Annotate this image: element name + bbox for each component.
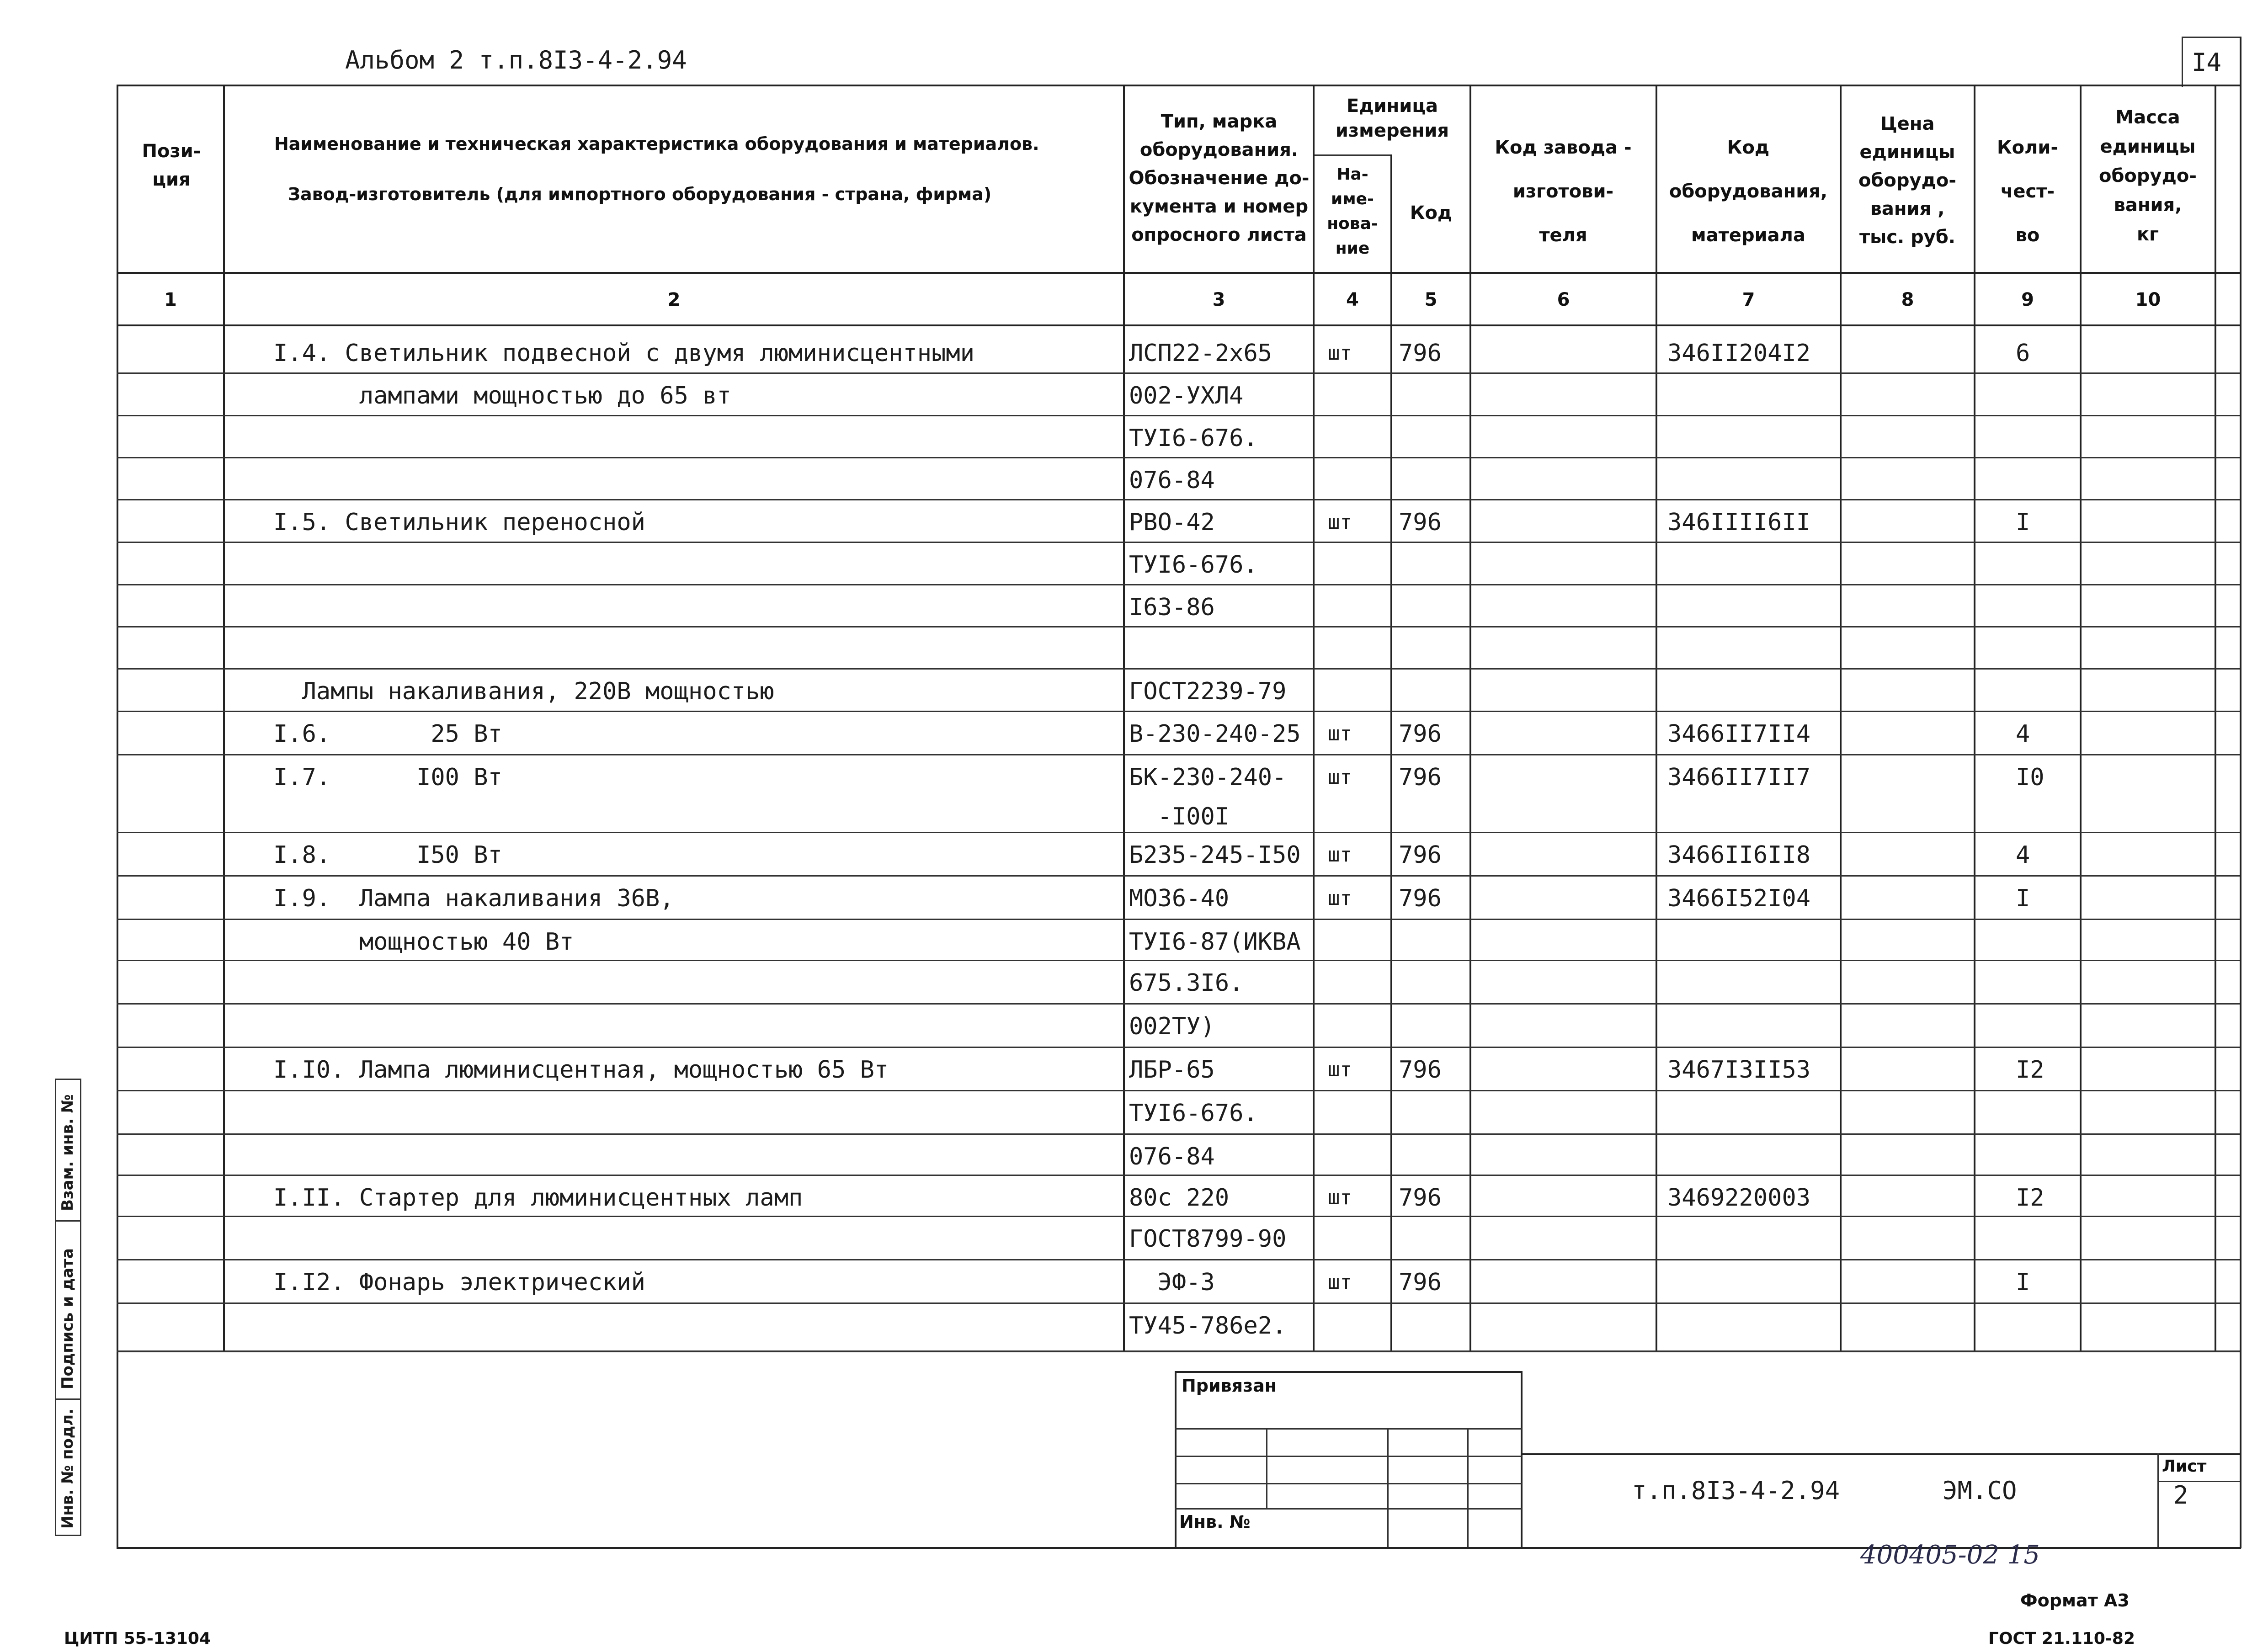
stamp-row-3 — [1175, 1483, 1522, 1484]
col-number-4: 4 — [1346, 289, 1359, 310]
col-number-5: 5 — [1424, 289, 1437, 310]
table-row — [0, 415, 2268, 457]
corner-sheet-number: I4 — [2192, 48, 2222, 77]
corner-box-left — [2182, 37, 2183, 87]
footer-right: ГОСТ 21.110-82 — [1988, 1629, 2135, 1648]
stamp-col-2 — [1387, 1428, 1389, 1547]
header-factory: Код завода - изготови- теля — [1495, 137, 1632, 246]
item-quantity-cell: I — [2016, 509, 2030, 536]
colnum-bottom-line — [117, 324, 2240, 326]
item-unit-cell: шт — [1328, 1058, 1352, 1081]
item-name-cell: I.4. Светильник подвесной с двумя люминисцентными — [273, 340, 975, 367]
header-unit-name: На- име- нова- ние — [1327, 165, 1378, 258]
item-type-cell: ГОСТ8799-90 — [1129, 1225, 1287, 1253]
table-row — [0, 1003, 2268, 1047]
item-equipment-code-cell: 3466I52I04 — [1667, 885, 1811, 912]
stamp-col-3 — [1467, 1428, 1469, 1547]
side-strip-left — [55, 1079, 56, 1536]
item-type-cell: ЛСП22-2х65 — [1129, 340, 1272, 367]
col-number-7: 7 — [1742, 289, 1755, 310]
table-row — [0, 919, 2268, 960]
table-row — [0, 584, 2268, 626]
unit-subheader-line — [1314, 154, 1392, 156]
table-row — [0, 960, 2268, 1003]
table-row — [0, 1216, 2268, 1259]
item-equipment-code-cell: 346II204I2 — [1667, 340, 1811, 367]
item-equipment-code-cell: 346IIII6II — [1667, 509, 1811, 536]
stamp-row-1 — [1175, 1428, 1522, 1430]
item-name-cell: I.8. I50 Вт — [273, 841, 502, 869]
stamp-row-2 — [1175, 1456, 1522, 1457]
item-unit-cell: шт — [1328, 722, 1352, 745]
item-name-cell: I.6. 25 Вт — [273, 720, 502, 748]
item-name-cell: I.II. Стартер для люминисцентных ламп — [273, 1184, 803, 1212]
item-unit-code-cell: 796 — [1399, 340, 1442, 367]
item-type-cell: ТУI6-676. — [1129, 551, 1258, 579]
item-unit-code-cell: 796 — [1399, 720, 1442, 748]
item-quantity-cell: I2 — [2016, 1184, 2044, 1212]
titleblock-doc-code: т.п.8I3-4-2.94 — [1632, 1476, 1840, 1505]
side-label-podpis: Подпись и дата — [59, 1248, 77, 1389]
col-number-10: 10 — [2135, 289, 2161, 310]
header-equipment-code: Код оборудования, материала — [1669, 137, 1828, 246]
table-row — [0, 1259, 2268, 1302]
item-equipment-code-cell: 3466II7II7 — [1667, 764, 1811, 791]
item-unit-code-cell: 796 — [1399, 1184, 1442, 1212]
table-row — [0, 754, 2268, 832]
stamp-col-1 — [1266, 1428, 1267, 1508]
item-unit-code-cell: 796 — [1399, 1056, 1442, 1084]
item-name-cell: I.7. I00 Вт — [273, 764, 502, 791]
titleblock-top — [1522, 1453, 2240, 1455]
table-row — [0, 832, 2268, 875]
item-equipment-code-cell: 3466II7II4 — [1667, 720, 1811, 748]
item-type-cell: ТУ45-786е2. — [1129, 1312, 1287, 1340]
item-name-cell: лампами мощностью до 65 вт — [273, 382, 731, 409]
item-name-cell: I.I2. Фонарь электрический — [273, 1269, 645, 1296]
row-divider — [117, 1350, 2240, 1352]
col-number-9: 9 — [2021, 289, 2034, 310]
item-type-cell: В-230-240-25 — [1129, 720, 1301, 748]
header-price: Цена единицы оборудо- вания , тыс. руб. — [1858, 113, 1956, 248]
footer-left: ЦИТП 55-13104 — [64, 1629, 211, 1648]
item-type-cell: 076-84 — [1129, 1143, 1215, 1170]
header-unit: Единица измерения — [1335, 96, 1449, 141]
titleblock-mark: ЭМ.СО — [1943, 1476, 2017, 1505]
titleblock-sheet-col — [2157, 1453, 2159, 1547]
header-quantity: Коли- чест- во — [1996, 137, 2059, 246]
col-number-8: 8 — [1901, 289, 1914, 310]
item-name-cell: мощностью 40 Вт — [273, 928, 574, 956]
table-row — [0, 711, 2268, 754]
table-row — [0, 875, 2268, 919]
item-equipment-code-cell: 3467I3II53 — [1667, 1056, 1811, 1084]
item-quantity-cell: I — [2016, 885, 2030, 912]
stamp-attached-top — [1175, 1371, 1522, 1373]
item-quantity-cell: I0 — [2016, 764, 2044, 791]
item-type-cell: РВО-42 — [1129, 509, 1215, 536]
side-strip-right — [80, 1079, 81, 1536]
corner-box-top — [2182, 37, 2241, 38]
item-type-cell: БК-230-240- -I00I — [1129, 764, 1287, 830]
table-row — [0, 457, 2268, 499]
item-type-cell: 076-84 — [1129, 467, 1215, 494]
header-name-line2: Завод-изготовитель (для импортного оборудования - страна, фирма) — [288, 184, 992, 204]
item-name-cell: I.5. Светильник переносной — [273, 509, 645, 536]
item-type-cell: ТУI6-676. — [1129, 425, 1258, 452]
header-unit-code: Код — [1410, 202, 1453, 223]
stamp-attached-right — [1521, 1371, 1523, 1547]
table-row — [0, 499, 2268, 542]
col-number-3: 3 — [1212, 289, 1225, 310]
header-name-line1: Наименование и техническая характеристика оборудования и материалов. — [274, 134, 1039, 154]
item-type-cell: ГОСТ2239-79 — [1129, 678, 1287, 705]
item-type-cell: ТУI6-87(ИКВА — [1129, 928, 1301, 956]
handwritten-number: 400405-02 15 — [1860, 1540, 2040, 1570]
side-strip-top — [55, 1079, 81, 1080]
frame-top — [117, 85, 2241, 86]
stamp-attached-left — [1175, 1371, 1177, 1547]
stamp-row-4 — [1175, 1508, 1522, 1510]
item-quantity-cell: 4 — [2016, 720, 2030, 748]
titleblock-sheet-divider — [2157, 1481, 2240, 1482]
titleblock-sheet-label: Лист — [2162, 1457, 2207, 1476]
item-type-cell: I63-86 — [1129, 594, 1215, 621]
item-type-cell: 002ТУ) — [1129, 1013, 1215, 1040]
item-type-cell: ТУI6-676. — [1129, 1100, 1258, 1127]
table-row — [0, 542, 2268, 584]
item-name-cell: I.I0. Лампа люминисцентная, мощностью 65 Вт — [273, 1056, 889, 1084]
titleblock-sheet-number: 2 — [2173, 1481, 2188, 1510]
header-bottom-line — [117, 272, 2240, 274]
format-label: Формат А3 — [2020, 1590, 2130, 1611]
table-row — [0, 626, 2268, 668]
item-type-cell: 002-УХЛ4 — [1129, 382, 1244, 409]
item-type-cell: 675.3I6. — [1129, 969, 1244, 997]
item-unit-cell: шт — [1328, 887, 1352, 910]
item-type-cell: МО36-40 — [1129, 885, 1230, 912]
item-unit-cell: шт — [1328, 341, 1352, 365]
side-strip-divider-1 — [55, 1220, 81, 1222]
item-unit-code-cell: 796 — [1399, 1269, 1442, 1296]
item-quantity-cell: I — [2016, 1269, 2030, 1296]
item-unit-code-cell: 796 — [1399, 764, 1442, 791]
table-row — [0, 1090, 2268, 1133]
item-equipment-code-cell: 3469220003 — [1667, 1184, 1811, 1212]
table-row — [0, 372, 2268, 415]
side-strip-divider-2 — [55, 1398, 81, 1400]
side-label-inv-podl: Инв. № подл. — [59, 1408, 77, 1529]
col-number-1: 1 — [164, 289, 177, 310]
item-unit-cell: шт — [1328, 1271, 1352, 1294]
stamp-inv-label: Инв. № — [1179, 1512, 1251, 1532]
item-unit-code-cell: 796 — [1399, 841, 1442, 869]
item-quantity-cell: 4 — [2016, 841, 2030, 869]
side-strip-bottom — [55, 1535, 81, 1536]
item-type-cell: Б235-245-I50 — [1129, 841, 1301, 869]
header-type: Тип, марка оборудования. Обозначение до- кумента и номер опросного листа — [1129, 111, 1310, 245]
item-type-cell: ЭФ-3 — [1129, 1269, 1215, 1296]
item-unit-code-cell: 796 — [1399, 509, 1442, 536]
table-row — [0, 1175, 2268, 1216]
table-row — [0, 668, 2268, 711]
table-row — [0, 1047, 2268, 1090]
side-label-vzam: Взам. инв. № — [59, 1094, 77, 1211]
item-unit-cell: шт — [1328, 510, 1352, 534]
album-title: Альбом 2 т.п.8I3-4-2.94 — [345, 46, 687, 74]
item-unit-code-cell: 796 — [1399, 885, 1442, 912]
item-equipment-code-cell: 3466II6II8 — [1667, 841, 1811, 869]
item-name-cell: Лампы накаливания, 220В мощностью — [273, 678, 774, 705]
stamp-attached-label: Привязан — [1182, 1376, 1277, 1396]
col-number-6: 6 — [1557, 289, 1570, 310]
header-mass: Масса единицы оборудо- вания, кг — [2099, 107, 2197, 245]
item-unit-cell: шт — [1328, 843, 1352, 867]
col-number-2: 2 — [667, 289, 681, 310]
item-name-cell: I.9. Лампа накаливания 36В, — [273, 885, 674, 912]
table-row — [0, 1133, 2268, 1175]
item-type-cell: ЛБР-65 — [1129, 1056, 1215, 1084]
table-row — [0, 330, 2268, 372]
item-unit-cell: шт — [1328, 766, 1352, 789]
item-quantity-cell: I2 — [2016, 1056, 2044, 1084]
header-position: Пози- ция — [142, 141, 201, 190]
item-unit-cell: шт — [1328, 1186, 1352, 1209]
table-row — [0, 1302, 2268, 1350]
item-quantity-cell: 6 — [2016, 340, 2030, 367]
item-type-cell: 80с 220 — [1129, 1184, 1230, 1212]
